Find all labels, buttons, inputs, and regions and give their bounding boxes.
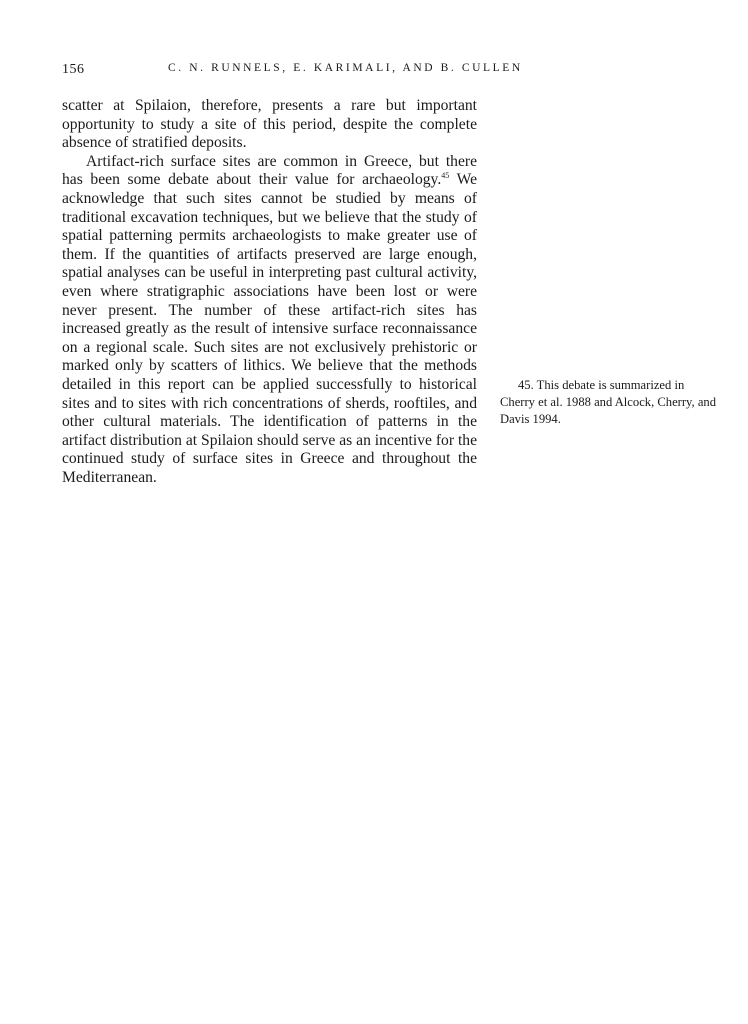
main-text-column <box>62 97 477 487</box>
paragraph-2 <box>62 153 477 488</box>
running-head: C. N. RUNNELS, E. KARIMALI, AND B. CULLEN <box>168 62 523 74</box>
paragraph-2-rest: We acknowledge that such sites cannot be studied by means of traditional excavation techniques, but we believe that the study of spatial patterning permits archaeologists to make greater use of them. If the quantities of artifacts preserved are large enough, spatial analyses can be useful in interpreting past cultural activity, even where stratigraphic associations have been lost or were never present. The number of these artifact-rich sites has increased greatly as the result of intensive surface reconnaissance on a regional scale. Such sites are not exclusively prehistoric or marked only by scatters of lithics. We believe that the methods detailed in this report can be applied successfully to historical sites and to sites with rich concentrations of sherds, rooftiles, and other cultural materials. The identification of patterns in the artifact distribution at Spilaion should serve as an incentive for the continued study of surface sites in Greece and throughout the Mediterranean. <box>62 171 477 486</box>
sidenote-45 <box>500 377 722 427</box>
sidenote-text: This debate is summarized in Cherry et al. 1988 and Alcock, Cherry, and Davis 1994. <box>500 378 717 426</box>
footnote-reference[interactable]: 45 <box>441 171 450 181</box>
paragraph-2-start: Artifact-rich surface sites are common in Greece, but there has been some debate about their value for archaeology. <box>62 152 477 189</box>
paragraph-1: scatter at Spilaion, therefore, presents a rare but important opportunity to study a site of this period, despite the complete absence of stratified deposits. <box>62 97 477 152</box>
page-number: 156 <box>62 62 85 77</box>
sidenote-number: 45. <box>518 378 534 392</box>
